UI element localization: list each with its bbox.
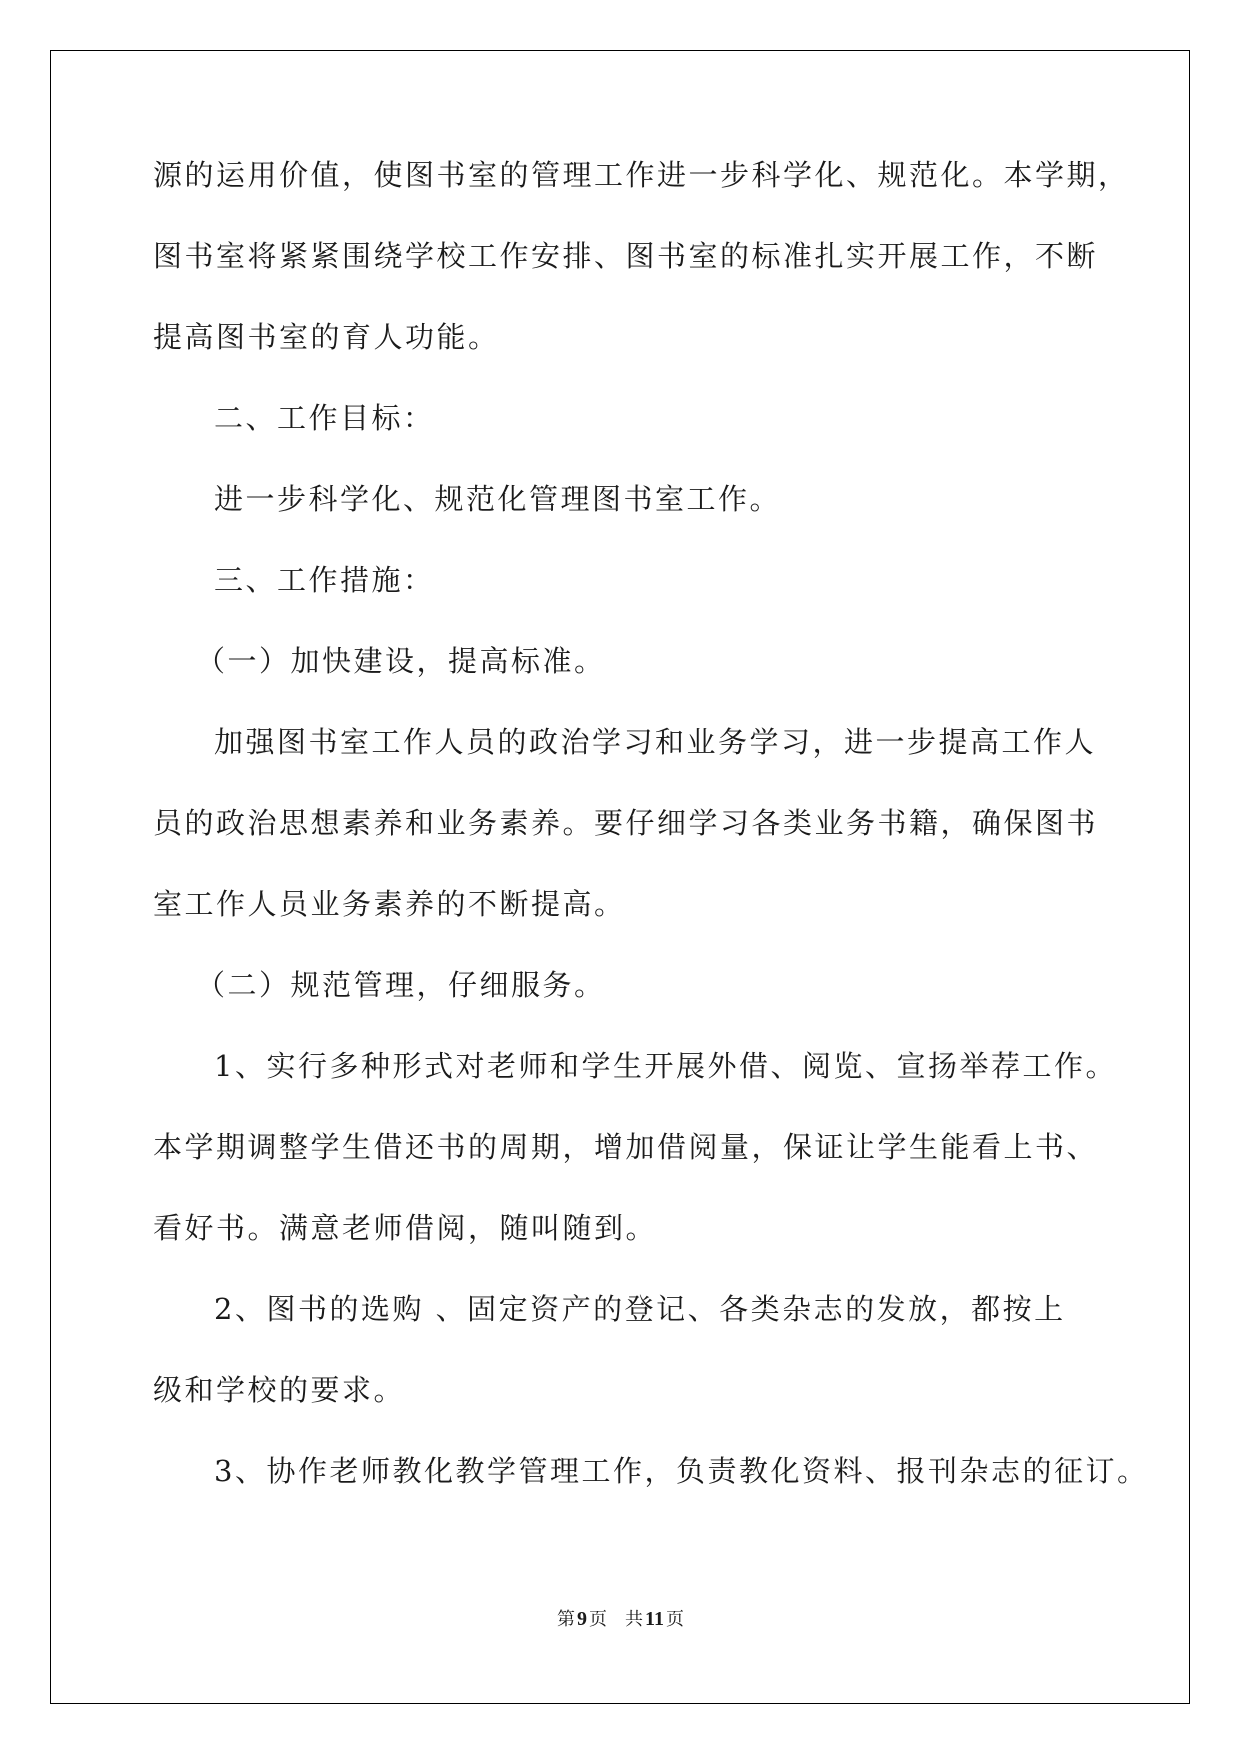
text-line: 源的运用价值，使图书室的管理工作进一步科学化、规范化。本学期，: [153, 158, 1130, 192]
paragraph: 进一步科学化、规范化管理图书室工作。: [214, 482, 782, 516]
list-item: 2、图书的选购 、固定资产的登记、各类杂志的发放，都按上: [214, 1292, 1066, 1326]
text-line: 室工作人员业务素养的不断提高。: [153, 887, 626, 921]
page-footer: [0, 1607, 1241, 1631]
text-line: 加强图书室工作人员的政治学习和业务学习，进一步提高工作人: [214, 725, 1097, 759]
page-number: 9: [577, 1608, 588, 1630]
text-line: 级和学校的要求。: [153, 1373, 406, 1407]
list-item: 1、实行多种形式对老师和学生开展外借、阅览、宣扬举荐工作。: [214, 1049, 1117, 1083]
subsection-heading: （一）加快建设，提高标准。: [196, 644, 606, 678]
total-suffix: 页: [665, 1609, 684, 1629]
text-line: 看好书。满意老师借阅，随叫随到。: [153, 1211, 658, 1245]
text-line: 提高图书室的育人功能。: [153, 320, 500, 354]
section-heading: 三、工作措施：: [214, 563, 435, 597]
text-line: 本学期调整学生借还书的周期，增加借阅量，保证让学生能看上书、: [153, 1130, 1099, 1164]
text-line: 图书室将紧紧围绕学校工作安排、图书室的标准扎实开展工作，不断: [153, 239, 1099, 273]
text-line: 员的政治思想素养和业务素养。要仔细学习各类业务书籍，确保图书: [153, 806, 1099, 840]
section-heading: 二、工作目标：: [214, 401, 435, 435]
page-suffix: 页: [589, 1609, 608, 1629]
subsection-heading: （二）规范管理，仔细服务。: [196, 968, 606, 1002]
total-pages: 11: [645, 1608, 664, 1630]
total-prefix: 共: [625, 1609, 644, 1629]
page-prefix: 第: [557, 1609, 576, 1629]
list-item: 3、协作老师教化教学管理工作，负责教化资料、报刊杂志的征订。: [214, 1454, 1149, 1488]
